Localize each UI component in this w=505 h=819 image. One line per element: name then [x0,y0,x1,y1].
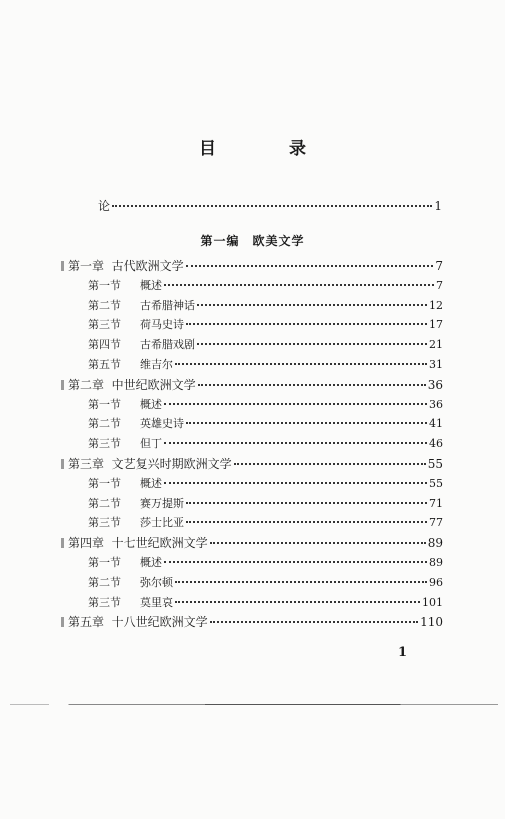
section-number: 第一节 [88,476,121,490]
binding-mark [61,617,64,627]
section-title: 莫里哀 [140,595,173,609]
toc-section-entry[interactable] [88,317,443,333]
dot-leader [164,403,427,405]
dot-leader [164,482,427,484]
entry-page-number: 12 [429,298,443,312]
entry-page-number: 89 [429,556,443,569]
entry-page-number: 21 [429,338,443,352]
section-title: 概述 [140,556,162,569]
toc-section-entry[interactable] [88,416,443,432]
section-number: 第一节 [88,278,121,292]
toc-section-entry[interactable] [88,476,443,492]
section-title: 古希腊戏剧 [140,338,195,352]
toc-section-entry[interactable] [88,555,443,571]
dot-leader [198,384,426,386]
toc-section-entry[interactable] [88,575,443,591]
section-title: 荷马史诗 [140,318,184,332]
entry-page-number: 46 [429,437,443,451]
section-title: 但丁 [140,437,162,451]
section-number: 第四节 [88,338,121,352]
entry-page-number: 7 [436,278,443,292]
dot-leader [186,422,427,424]
chapter-number: 第四章 [68,536,105,551]
bottom-rule [10,704,498,705]
binding-mark [61,538,64,548]
section-number: 第三节 [88,595,121,609]
spacer [104,377,112,393]
section-number: 第五节 [88,358,121,371]
toc-chapter-entry[interactable] [68,377,443,393]
toc-section-entry[interactable] [88,337,443,353]
chapter-number: 第三章 [68,457,105,471]
dot-leader [164,442,427,444]
chapter-title: 十八世纪欧洲文学 [111,615,208,630]
toc-chapter-entry[interactable] [68,614,443,630]
spacer [104,614,112,630]
toc-chapter-entry[interactable] [68,258,443,274]
entry-label: 论 [98,199,111,213]
section-title: 弥尔顿 [140,575,173,589]
entry-page-number: 110 [420,615,443,630]
section-title: 英雄史诗 [140,417,184,431]
binding-mark [61,459,64,469]
spacer [104,535,112,551]
entry-page-number: 96 [429,575,443,589]
chapter-number: 第二章 [68,377,105,392]
entry-page-number: 41 [429,417,443,431]
section-title: 概述 [140,397,162,411]
dot-leader [175,601,420,603]
section-title: 古希腊神话 [140,298,195,312]
dot-leader [175,363,427,365]
toc-section-entry[interactable] [88,436,443,452]
section-number: 第二节 [88,575,121,589]
toc-chapter-entry[interactable] [68,535,443,551]
section-number: 第三节 [88,318,121,332]
section-number: 第一节 [88,397,121,411]
toc-section-entry[interactable] [88,496,443,512]
section-number: 第一节 [88,556,121,569]
entry-page-number: 55 [429,476,443,490]
dot-leader [210,621,418,623]
dot-leader [164,284,434,286]
entry-page-number: 31 [429,358,443,371]
entry-page-number: 71 [429,496,443,510]
entry-page-number: 17 [429,318,443,332]
entry-page-number: 36 [429,397,443,411]
section-title: 莎士比亚 [140,516,184,530]
dot-leader [164,561,427,563]
chapter-number: 第一章 [68,259,105,273]
dot-leader [210,542,426,544]
dot-leader [197,304,427,306]
entry-page-number: 36 [427,377,443,392]
toc-section-entry[interactable] [88,397,443,413]
section-number: 第三节 [88,437,121,451]
spacer [104,258,112,274]
section-number: 第三节 [88,516,121,530]
dot-leader [186,521,427,523]
part-heading: 第一编 欧美文学 [200,234,305,248]
section-number: 第二节 [88,298,121,312]
binding-mark [61,261,64,271]
chapter-title: 文艺复兴时期欧洲文学 [111,457,232,471]
dot-leader [234,463,426,465]
entry-page-number: 101 [422,595,443,609]
toc-chapter-entry[interactable] [68,456,443,472]
entry-page-number: 55 [427,457,443,471]
toc-entry-introduction[interactable] [98,197,442,214]
dot-leader [186,265,434,267]
toc-section-entry[interactable] [88,298,443,314]
dot-leader [175,581,427,583]
entry-page-number: 7 [435,259,443,273]
chapter-title: 中世纪欧洲文学 [111,377,196,392]
section-title: 概述 [140,278,162,292]
toc-section-entry[interactable] [88,357,443,373]
entry-page-number: 1 [434,199,442,213]
chapter-title: 十七世纪欧洲文学 [111,536,208,551]
page-number: 1 [398,645,408,660]
chapter-number: 第五章 [68,615,105,630]
toc-title: 目 录 [199,139,334,159]
section-title: 维吉尔 [140,358,173,371]
entry-page-number: 89 [427,536,443,551]
chapter-title: 古代欧洲文学 [111,259,184,273]
toc-section-entry[interactable] [88,515,443,531]
section-number: 第二节 [88,417,121,431]
section-number: 第二节 [88,496,121,510]
toc-section-entry[interactable] [88,278,443,294]
dot-leader [197,343,427,345]
dot-leader [112,205,432,207]
section-title: 概述 [140,476,162,490]
section-title: 赛万提斯 [140,496,184,510]
binding-mark [61,380,64,390]
entry-page-number: 77 [429,516,443,530]
toc-section-entry[interactable] [88,595,443,611]
dot-leader [186,502,427,504]
spacer [104,456,112,472]
dot-leader [186,323,427,325]
